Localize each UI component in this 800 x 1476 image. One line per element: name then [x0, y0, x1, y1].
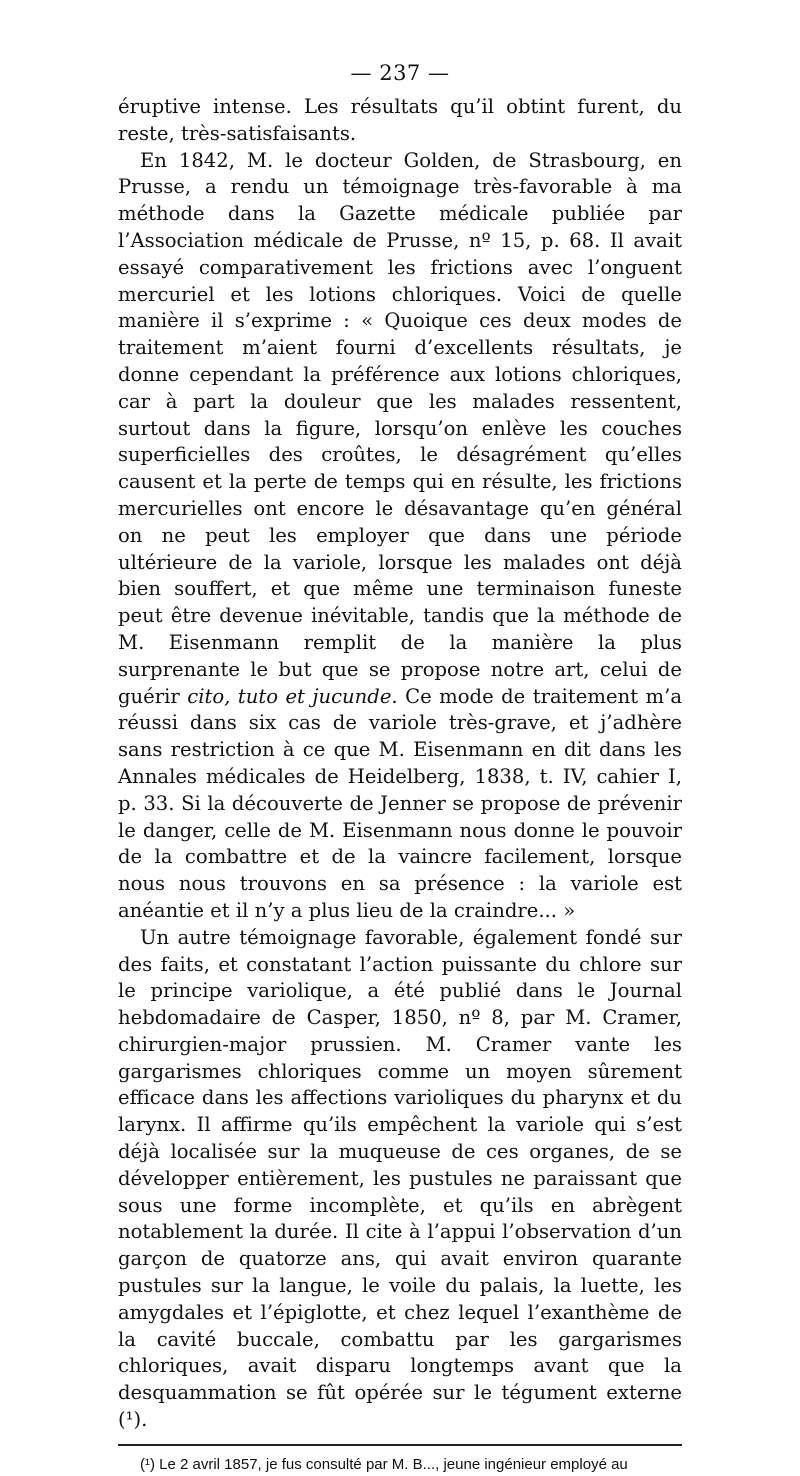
paragraph-2-text-after: Ce mode de traitement m’a réussi dans six cas de variole très-grave, et j’adhère sans restriction à ce que M. Eisenmann en dit dans les Annales médicales de Heidelberg, 1838, t. IV, cahier I, p. 33. Si la découverte de Jenner se propose de prévenir le danger, celle de M. Eisenmann nous donne le pouvoir de la combattre et de la vaincre facilement, lorsque nous nous trouvons en sa présence : la variole est anéantie et il n’y a plus lieu de la craindre... »	[118, 684, 683, 922]
footnote: (¹) Le 2 avril 1857, je fus consulté par M. B..., jeune ingénieur employé au	[140, 1455, 628, 1473]
body-text	[118, 94, 682, 1434]
paragraph-2	[118, 148, 682, 925]
book-page	[118, 58, 682, 1476]
paragraph-3: Un autre témoignage favorable, également fondé sur des faits, et constatant l’action puissante du chlore sur le principe variolique, a été publié dans le Journal hebdomadaire de Casper, 1850, nº 8, par M. Cramer, chirurgien-major prussien. M. Cramer vante les gargarismes chloriques comme un moyen sûrement efficace dans les affections varioliques du pharynx et du larynx. Il affirme qu’ils empêchent la variole qui s’est déjà localisée sur la muqueuse de ces organes, de se développer entièrement, les pustules ne paraissant que sous une forme incomplète, et qu’ils en abrègent notablement la durée. Il cite à l’appui l’observation d’un garçon de quatorze ans, qui avait environ quarante pustules sur la langue, le voile du palais, la luette, les amygdales et l’épiglotte, et chez lequel l’exanthème de la cavité buccale, combattu par les gargarismes chloriques, avait disparu longtemps avant que la desquammation se fût opérée sur le tégument externe (¹).	[118, 925, 682, 1432]
paragraph-1: éruptive intense. Les résultats qu’il obtint furent, du reste, très-satisfaisants.	[118, 95, 682, 145]
paragraph-2-italic: cito, tuto et jucunde.	[187, 684, 398, 708]
footnote-divider	[118, 1444, 682, 1446]
paragraph-2-text: En 1842, M. le docteur Golden, de Strasbourg, en Prusse, a rendu un témoignage très-favorable à ma méthode dans la Gazette médicale publiée par l’Association médicale de Prusse, nº 15, p. 68. Il avait essayé comparativement les frictions avec l’onguent mercuriel et les lotions chloriques. Voici de quelle manière il s’exprime : « Quoique ces deux modes de traitement m’aient fourni d’excellents résultats, je donne cependant la préférence aux lotions chloriques, car à part la douleur que les malades ressentent, surtout dans la figure, lorsqu’on enlève les couches superficielles des croûtes, le désagrément qu’elles causent et la perte de temps qui en résulte, les frictions mercurielles ont encore le désavantage qu’en général on ne peut les employer que dans une période ultérieure de la variole, lorsque les malades ont déjà bien souffert, et que même une terminaison funeste peut être devenue inévitable, tandis que la méthode de M. Eisenmann remplit de la manière la plus surprenante le but que se propose notre art, celui de guérir	[118, 148, 682, 708]
page-number: — 237 —	[350, 61, 450, 85]
